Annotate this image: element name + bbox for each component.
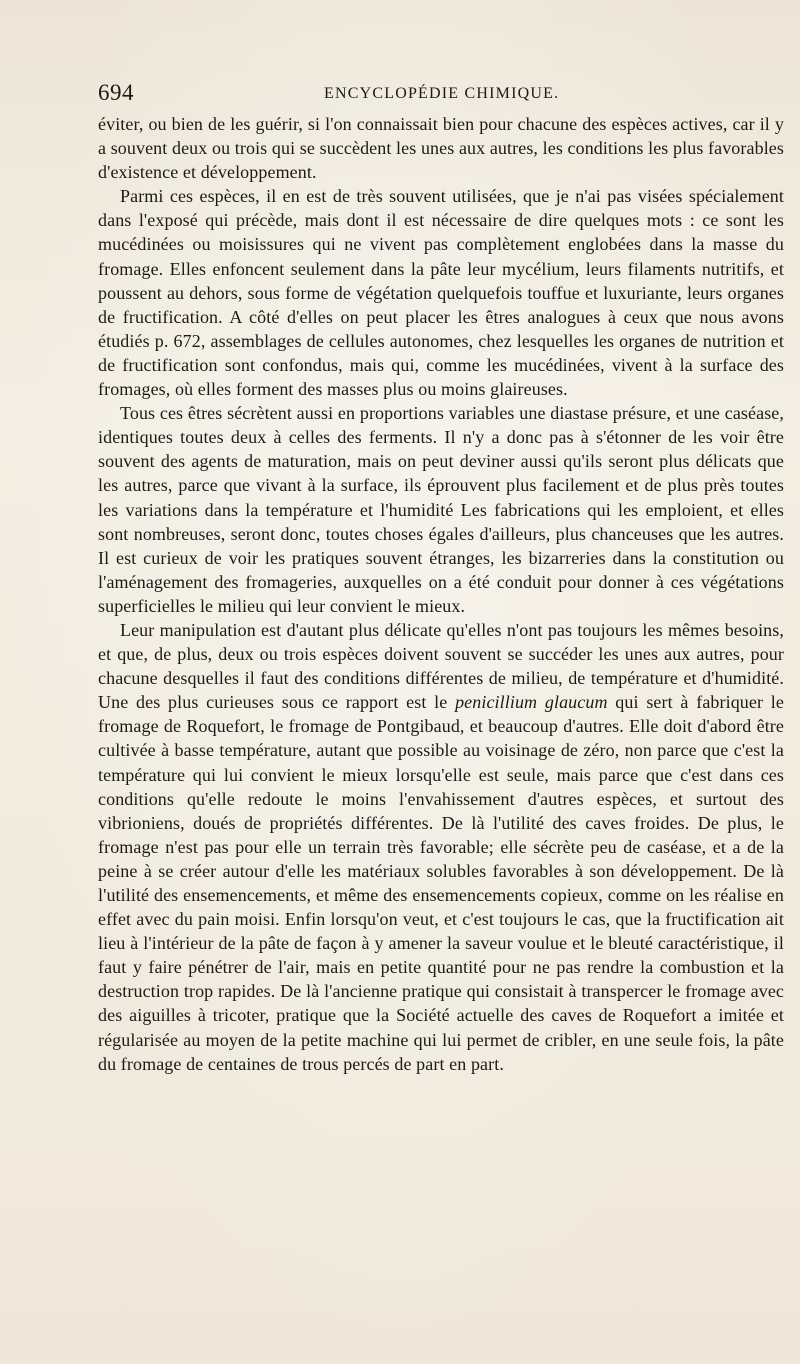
paragraph-4-after: qui sert à fabriquer le fromage de Roquefort, le fromage de Pontgibaud, et beaucoup d'autres. Elle doit d'abord être cultivée à basse température, autant que possible au voisinage de zéro, non parce que c'est la température qui lui convient le mieux lorsqu'elle est seule, mais parce que c'est dans ces conditions qu'elle redoute le moins l'envahissement d'autres espèces, et surtout des vibrioniens, doués de propriétés différentes. De là l'utilité des caves froides. De plus, le fromage n'est pas pour elle un terrain très favorable; elle sécrète peu de caséase, et a de la peine à se créer autour d'elle les matériaux solubles favorables à son développement. De là l'utilité des ensemencements, et même des ensemencements copieux, comme on les réalise en effet avec du pain moisi. Enfin lorsqu'on veut, et c'est toujours le cas, que la fructification ait lieu à l'intérieur de la pâte de façon à y amener la saveur voulue et le bleuté caractéristique, il faut y faire pénétrer de l'air, mais en petite quantité pour ne pas rendre la combustion et la destruction trop rapides. De là l'ancienne pratique qui consistait à transpercer le fromage avec des aiguilles à tricoter, pratique que la Société actuelle des caves de Roquefort a imitée et régularisée au moyen de la petite machine qui lui permet de cribler, en une seule fois, la pâte du fromage de centaines de trous percés de part en part.	[98, 692, 784, 1074]
paragraph-2: Parmi ces espèces, il en est de très souvent utilisées, que je n'ai pas visées spécialement dans l'exposé qui précède, mais dont il est nécessaire de dire quelques mots : ce sont les mucédinées ou moisissures qui ne vivent pas complètement englobées dans la masse du fromage. Elles enfoncent seulement dans la pâte leur mycélium, leurs filaments nutritifs, et poussent au dehors, sous forme de végétation quelquefois touffue et luxuriante, leurs organes de fructification. A côté d'elles on peut placer les êtres analogues à ceux que nous avons étudiés p. 672, assemblages de cellules autonomes, chez lesquelles les organes de nutrition et de fructification sont confondus, mais qui, comme les mucédinées, vivent à la surface des fromages, où elles forment des masses plus ou moins glaireuses.	[98, 186, 784, 400]
species-name: penicillium glaucum	[455, 692, 608, 713]
page-header	[98, 80, 788, 108]
paragraph-3: Tous ces êtres sécrètent aussi en proportions variables une diastase présure, et une caséase, identiques toutes deux à celles des ferments. Il n'y a donc pas à s'étonner de les voir être souvent des agents de maturation, mais on peut deviner aussi qu'ils seront plus délicats que les autres, parce que vivant à la surface, ils éprouvent plus facilement et de plus près toutes les variations dans la température et l'humidité Les fabrications qui les emploient, et elles sont nombreuses, seront donc, toutes choses égales d'ailleurs, plus chanceuses que les autres. Il est curieux de voir les pratiques souvent étranges, les bizarreries dans la constitution ou l'aménagement des fromageries, auxquelles on a été conduit pour donner à ces végétations superficielles le milieu qui leur convient le mieux.	[98, 403, 784, 616]
paragraph-4-before: Leur manipulation est d'autant plus délicate qu'elles n'ont pas toujours les mêmes besoins, et que, de plus, deux ou trois espèces doivent souvent se succéder les unes aux autres, pour chacune desquelles il faut des conditions différentes de milieu, de température et d'humidité. Une des plus curieuses sous ce rapport est le	[98, 619, 784, 713]
page-number: 694	[98, 80, 134, 105]
show-through-text	[90, 8, 780, 68]
paragraph-1: éviter, ou bien de les guérir, si l'on connaissait bien pour chacune des espèces actives, car il y a souvent deux ou trois qui se succèdent les unes aux autres, les conditions les plus favorables d'existence et développement.	[98, 114, 784, 183]
body-text	[98, 112, 784, 1076]
running-head: ENCYCLOPÉDIE CHIMIQUE.	[324, 85, 560, 102]
paragraph-4	[98, 618, 784, 1076]
